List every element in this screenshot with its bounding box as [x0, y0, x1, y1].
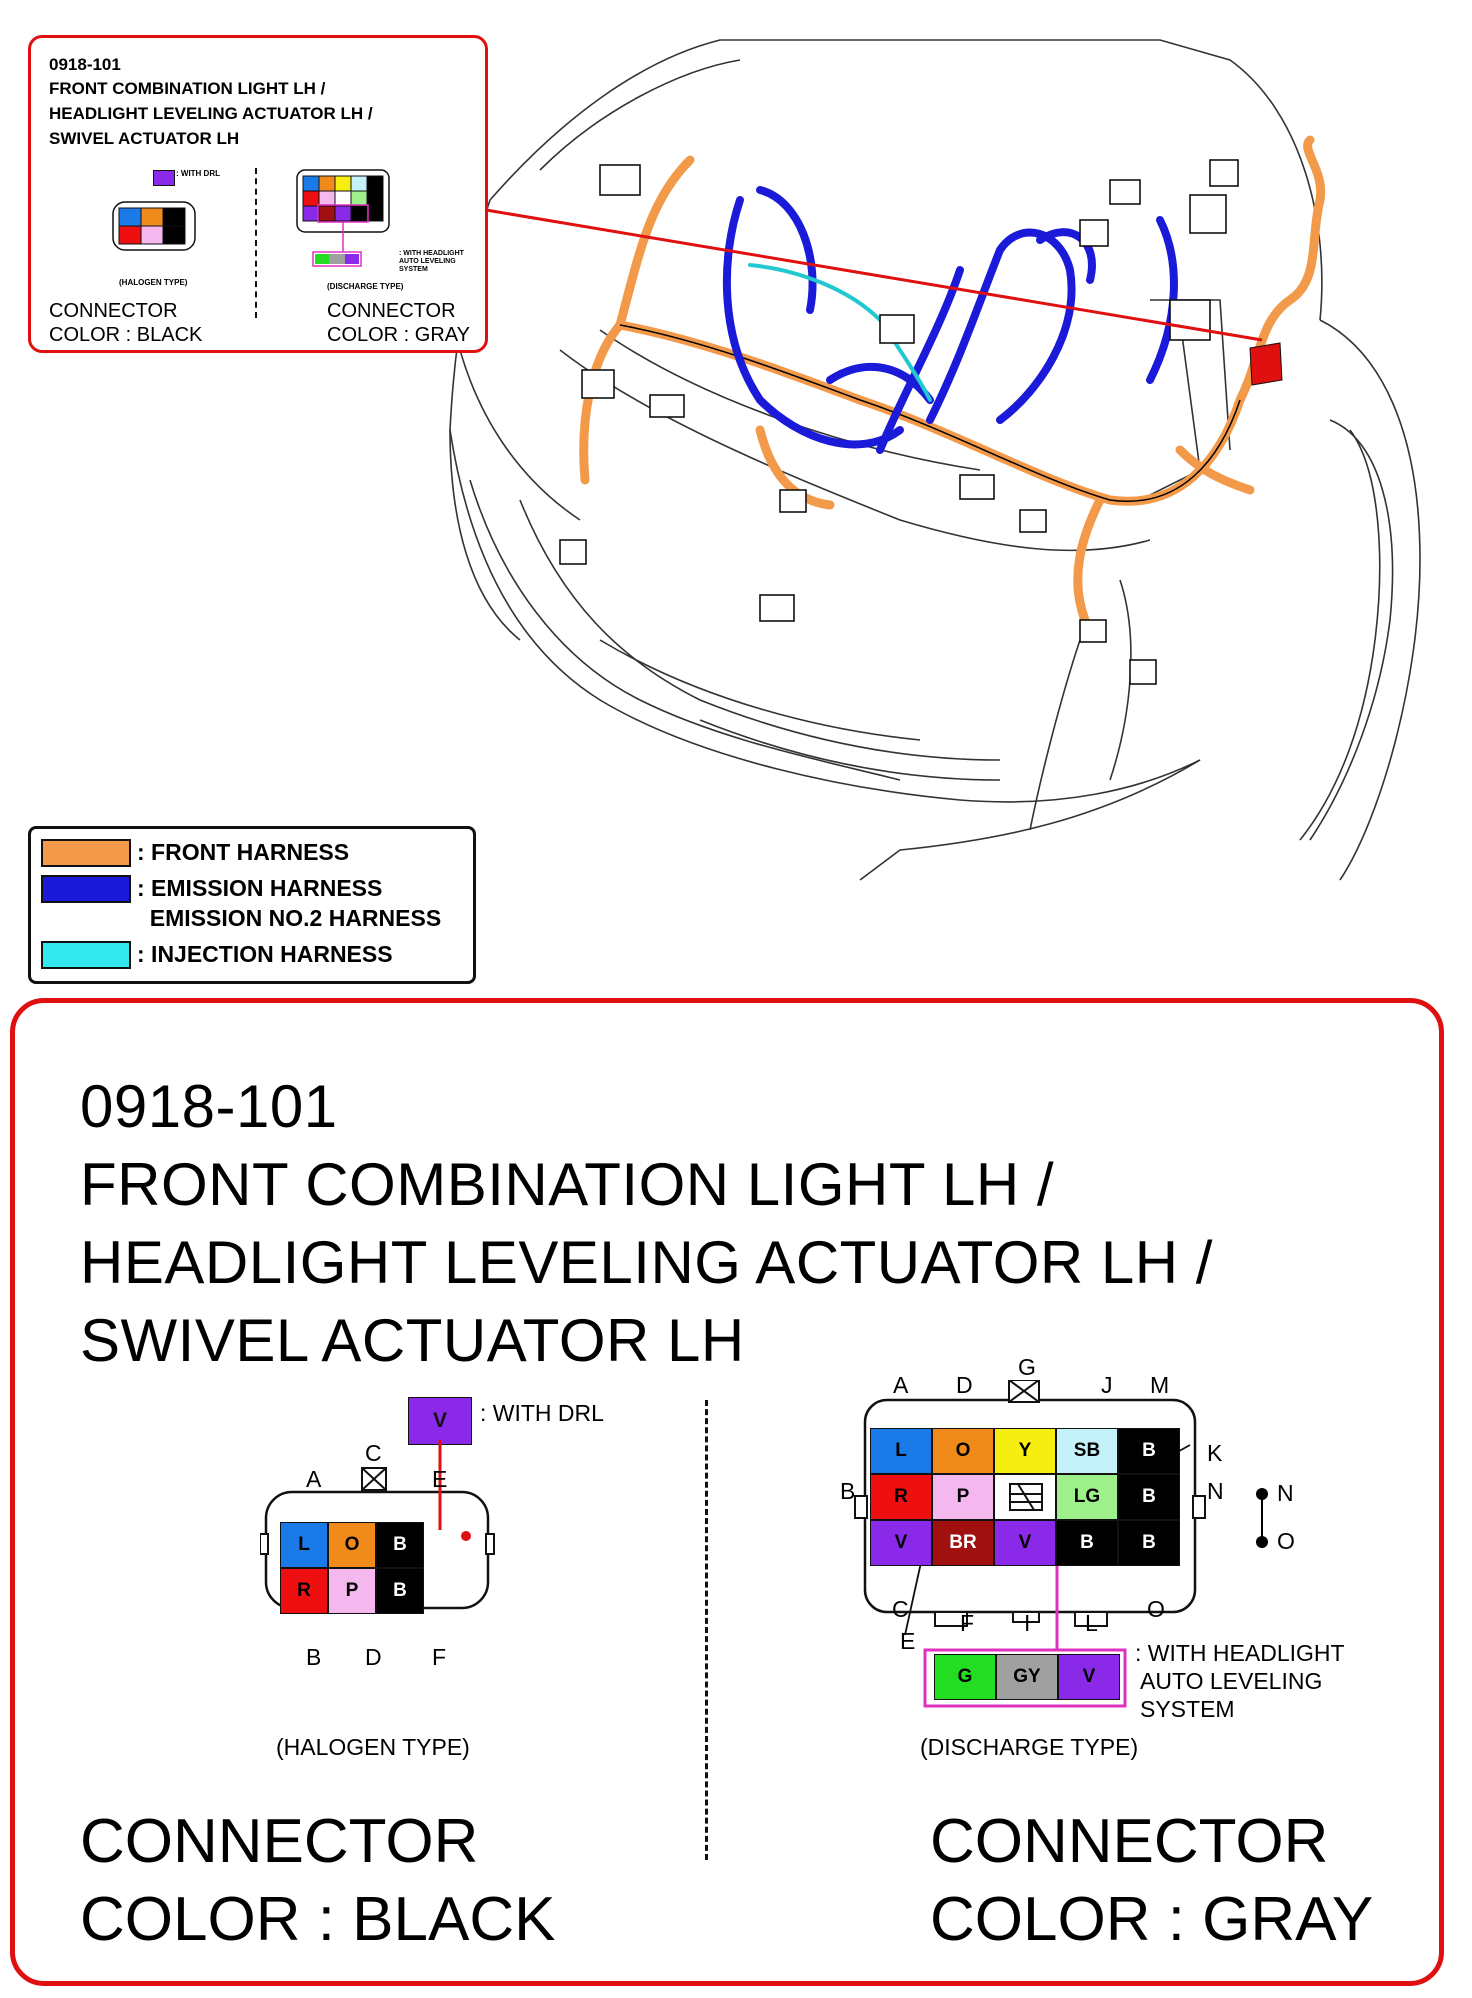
detail-title-3: SWIVEL ACTUATOR LH: [80, 1307, 745, 1374]
legend-label: : EMISSION HARNESS EMISSION NO.2 HARNESS: [137, 875, 442, 931]
discharge-pin: B: [1118, 1520, 1180, 1566]
halogen-pin-c: O: [328, 1522, 376, 1568]
discharge-label-b: B: [840, 1478, 856, 1504]
halogen-pin-a: L: [280, 1522, 328, 1568]
legend-emission-harness: [41, 873, 441, 933]
discharge-pin: P: [932, 1474, 994, 1520]
halogen-caption: (HALOGEN TYPE): [276, 1734, 470, 1760]
halogen-label-b: B: [306, 1644, 322, 1670]
discharge-label-o: O: [1147, 1596, 1165, 1622]
inset-callout: [28, 35, 488, 353]
switch-label-n: N: [1277, 1480, 1294, 1506]
inset-halogen-connector: [109, 188, 199, 270]
auto-leveling-pin-gy: GY: [996, 1654, 1058, 1700]
halogen-pin-f: B: [376, 1568, 424, 1614]
inset-discharge-caption: (DISCHARGE TYPE): [327, 282, 404, 291]
left-connector-label-1: CONNECTOR: [80, 1807, 479, 1876]
discharge-pin: B: [1118, 1428, 1180, 1474]
discharge-pin: V: [994, 1520, 1056, 1566]
blank-pin-icon: [1008, 1482, 1044, 1512]
inset-drl-pin: [153, 170, 175, 186]
inset-halogen-caption: (HALOGEN TYPE): [119, 278, 188, 287]
legend-label: : INJECTION HARNESS: [137, 941, 393, 967]
auto-leveling-note-3: SYSTEM: [1140, 1696, 1235, 1722]
legend-swatch-orange: [41, 839, 131, 867]
discharge-pin: BR: [932, 1520, 994, 1566]
discharge-pin: O: [932, 1428, 994, 1474]
switch-label-o: O: [1277, 1528, 1295, 1554]
detail-title-2: HEADLIGHT LEVELING ACTUATOR LH /: [80, 1229, 1213, 1296]
halogen-label-f: F: [432, 1644, 447, 1670]
drl-pin: V: [408, 1397, 472, 1445]
halogen-label-e: E: [432, 1466, 448, 1492]
discharge-label-e: E: [900, 1628, 916, 1654]
inset-divider: [255, 168, 257, 318]
inset-left-connector-2: COLOR : BLACK: [49, 324, 203, 346]
discharge-pin: LG: [1056, 1474, 1118, 1520]
halogen-label-a: A: [306, 1466, 322, 1492]
legend-injection-harness: [41, 939, 393, 969]
right-connector-label-1: CONNECTOR: [930, 1807, 1329, 1876]
detail-divider: [705, 1400, 708, 1860]
with-drl-note: : WITH DRL: [480, 1400, 604, 1426]
discharge-label-g: G: [1018, 1354, 1036, 1380]
auto-leveling-pin-v: V: [1058, 1654, 1120, 1700]
inset-right-connector-2: COLOR : GRAY: [327, 324, 470, 346]
inset-title-1: FRONT COMBINATION LIGHT LH /: [49, 79, 326, 98]
inset-with-drl-note: : WITH DRL: [176, 169, 220, 178]
halogen-pin-d: P: [328, 1568, 376, 1614]
discharge-pin: L: [870, 1428, 932, 1474]
discharge-label-l: L: [1085, 1610, 1098, 1636]
discharge-label-c: C: [892, 1596, 909, 1622]
left-connector-label-2: COLOR : BLACK: [80, 1885, 556, 1954]
inset-title-3: SWIVEL ACTUATOR LH: [49, 129, 240, 148]
halogen-pin-e: B: [376, 1522, 424, 1568]
discharge-caption: (DISCHARGE TYPE): [920, 1734, 1139, 1760]
discharge-label-d: D: [956, 1372, 973, 1398]
inset-right-connector-1: CONNECTOR: [327, 300, 456, 322]
discharge-label-f: F: [960, 1610, 975, 1636]
auto-leveling-pin-g: G: [934, 1654, 996, 1700]
discharge-pin: R: [870, 1474, 932, 1520]
auto-leveling-note-1: : WITH HEADLIGHT: [1135, 1640, 1345, 1666]
legend-front-harness: [41, 837, 349, 867]
legend-swatch-cyan: [41, 941, 131, 969]
detail-title: [80, 1068, 1213, 1380]
inset-title-2: HEADLIGHT LEVELING ACTUATOR LH /: [49, 104, 373, 123]
shorting-switch: [1250, 1484, 1274, 1554]
detail-title-1: FRONT COMBINATION LIGHT LH /: [80, 1151, 1055, 1218]
auto-leveling-note-2: AUTO LEVELING: [1140, 1668, 1323, 1694]
discharge-label-i: I: [1024, 1610, 1031, 1636]
halogen-label-d: D: [365, 1644, 382, 1670]
discharge-pin: V: [870, 1520, 932, 1566]
discharge-pin: B: [1056, 1520, 1118, 1566]
discharge-label-a: A: [893, 1372, 909, 1398]
halogen-pin-b: R: [280, 1568, 328, 1614]
harness-legend: [28, 826, 476, 984]
discharge-pin: Y: [994, 1428, 1056, 1474]
legend-label: : FRONT HARNESS: [137, 839, 350, 865]
discharge-label-k: K: [1207, 1440, 1223, 1466]
inset-left-connector-1: CONNECTOR: [49, 300, 178, 322]
discharge-label-j: J: [1101, 1372, 1113, 1398]
halogen-label-c: C: [365, 1440, 382, 1466]
inset-auto-leveling-note: : WITH HEADLIGHT AUTO LEVELING SYSTEM: [399, 250, 464, 273]
discharge-pin: B: [1118, 1474, 1180, 1520]
inset-discharge-connector: [293, 160, 393, 280]
discharge-label-m: M: [1150, 1372, 1170, 1398]
detail-code: 0918-101: [80, 1073, 338, 1140]
right-connector-label-2: COLOR : GRAY: [930, 1885, 1374, 1954]
inset-code: 0918-101: [49, 55, 121, 74]
legend-swatch-blue: [41, 875, 131, 903]
discharge-label-n: N: [1207, 1478, 1224, 1504]
discharge-pin: SB: [1056, 1428, 1118, 1474]
